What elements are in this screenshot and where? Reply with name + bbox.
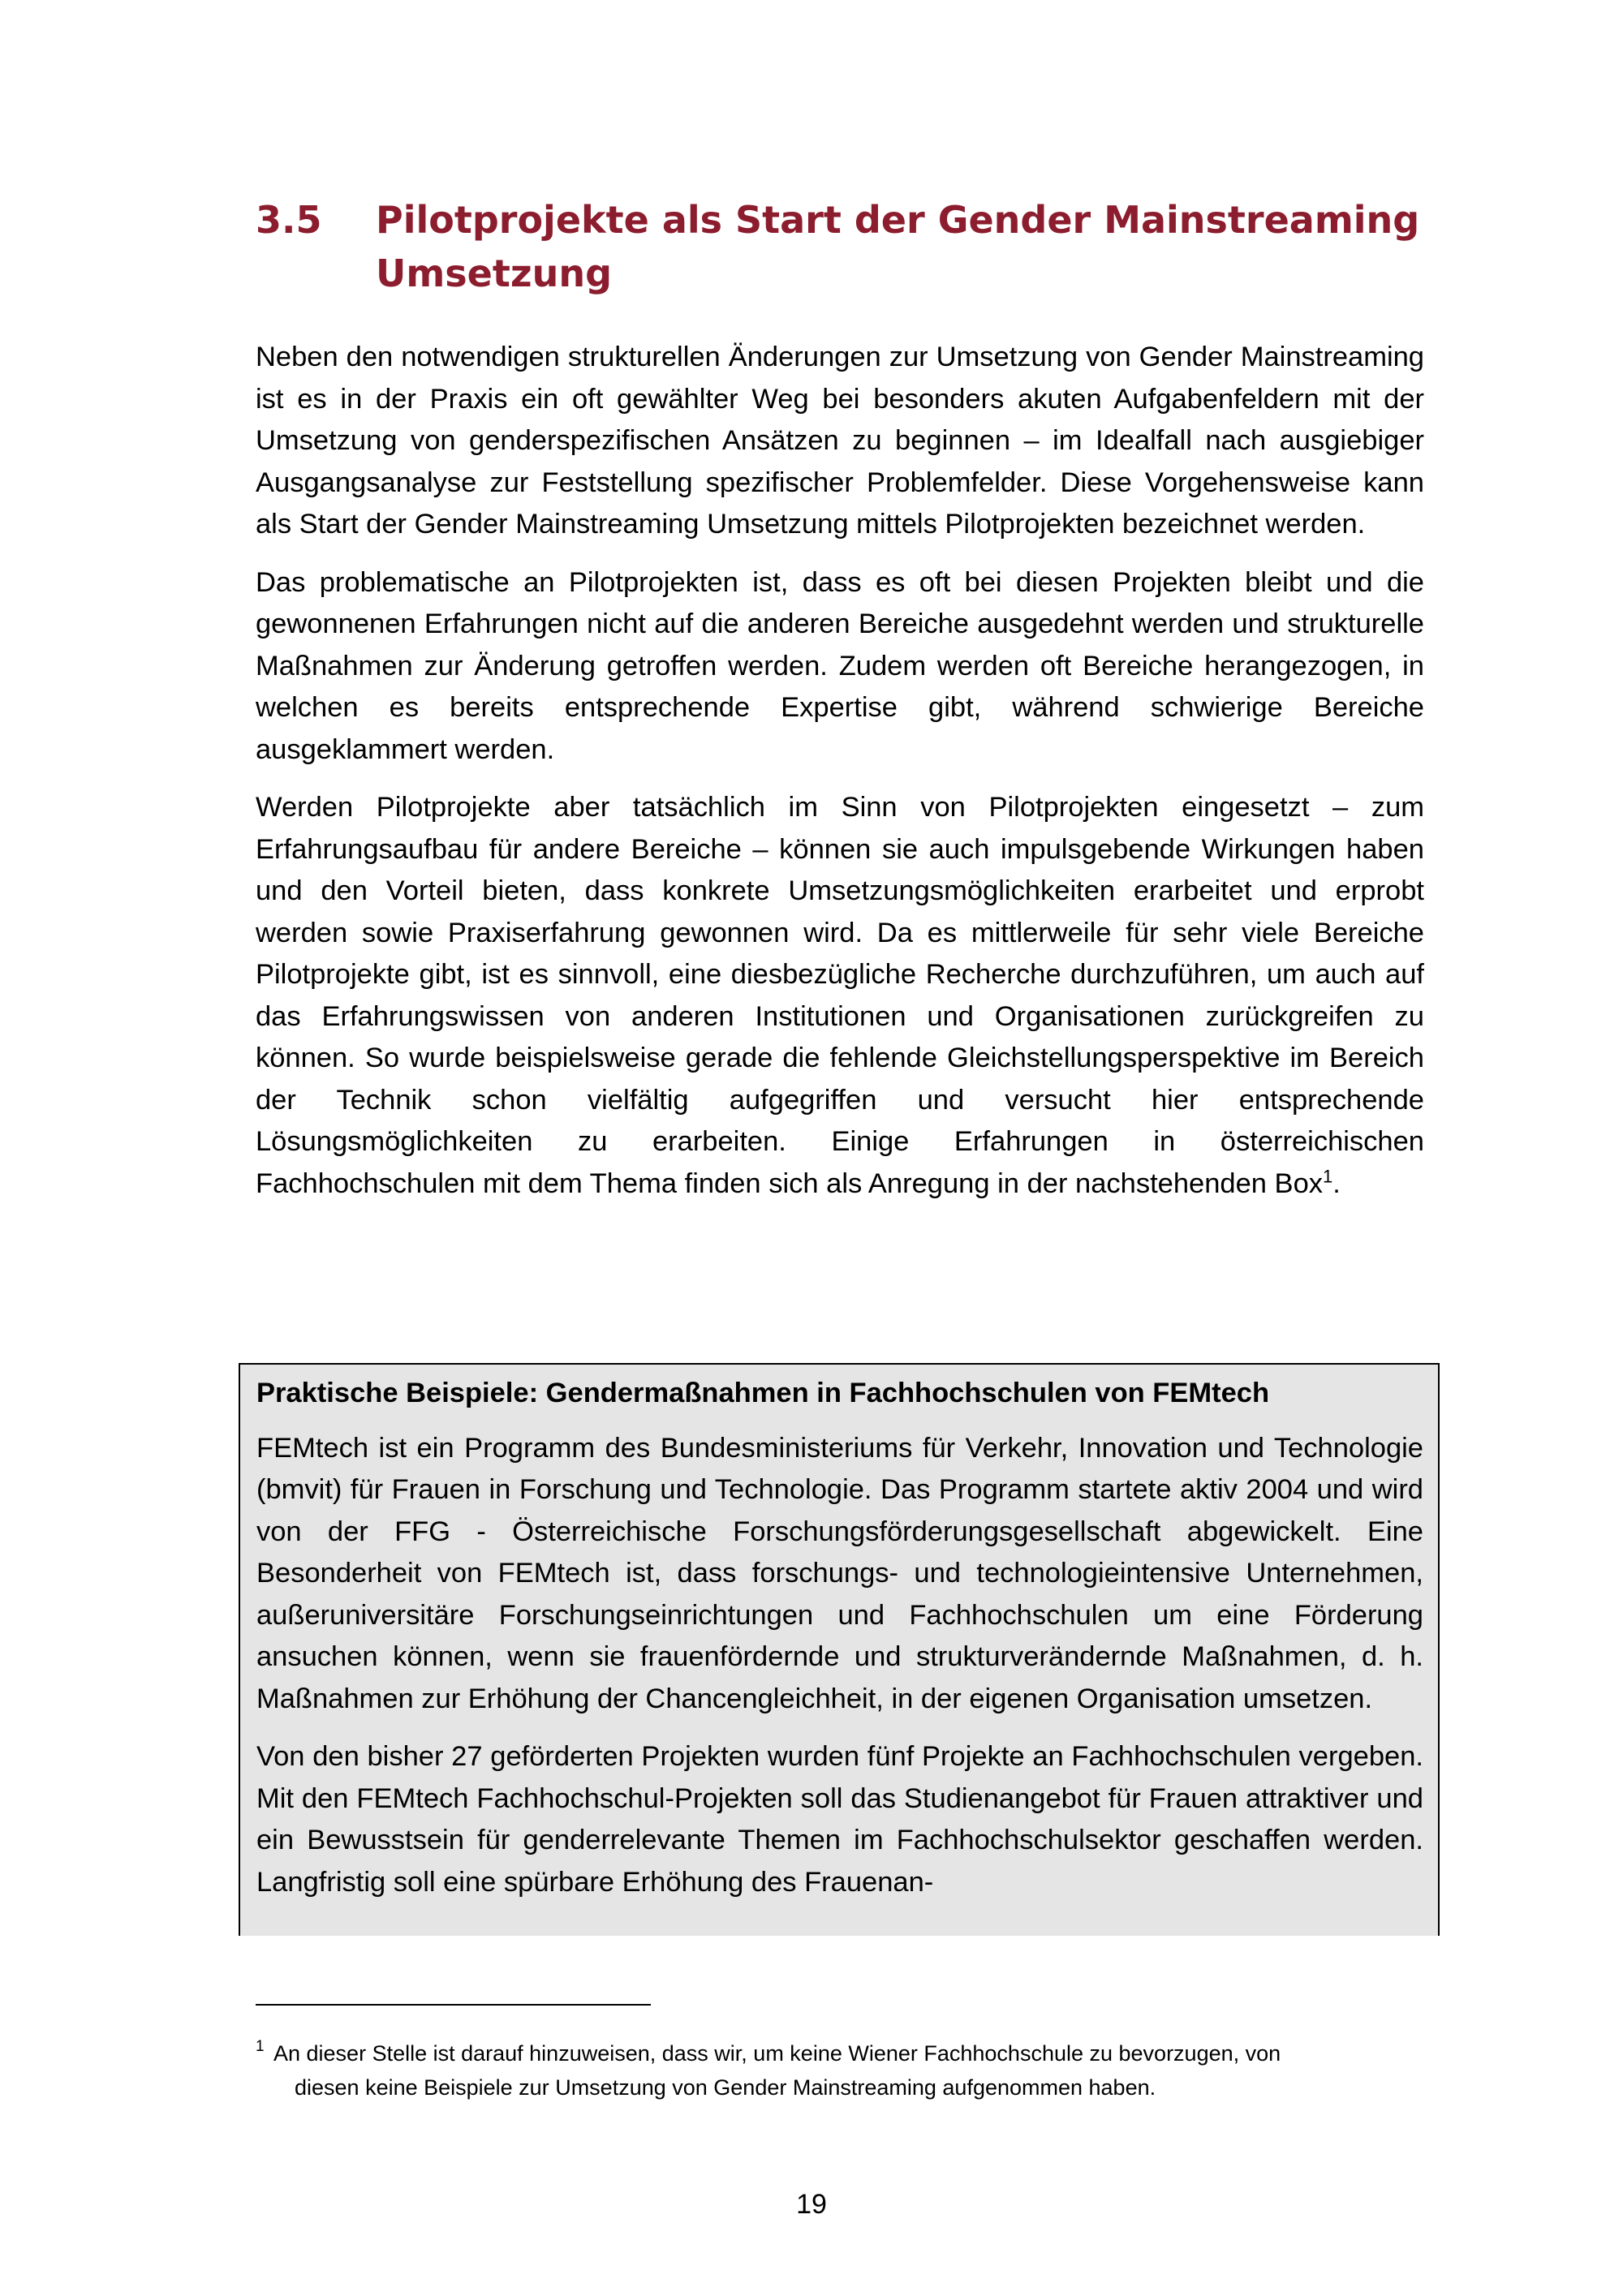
section-heading [256, 193, 1440, 300]
footnote [256, 2036, 1424, 2105]
paragraph: Neben den notwendigen strukturellen Änderungen zur Umsetzung von Gender Mainstreaming ist es in der Praxis ein oft gewählter Weg bei besonders akuten Aufgabenfeldern mit der Umsetzung von genderspezifischen Ansätzen zu beginnen – im Idealfall nach ausgiebiger Ausgangsanalyse zur Feststellung spezifischer Problemfelder. Diese Vorgehensweise kann als Start der Gender Mainstreaming Umsetzung mittels Pilotprojekten bezeichnet werden. [256, 342, 1424, 540]
footnote-mark: 1 [256, 2038, 265, 2055]
footnote-divider [256, 2004, 651, 2006]
page-number: 19 [796, 2189, 827, 2220]
section-number: 3.5 [256, 198, 322, 242]
paragraph-text: Werden Pilotprojekte aber tatsächlich im Sinn von Pilotprojekten eingesetzt – zum Erfahrungsaufbau für andere Bereiche – können sie auch impulsgebende Wirkungen haben und den Vorteil bieten, dass konkrete Umsetzungsmöglichkeiten erarbeitet und erprobt werden sowie Praxiserfahrung gewonnen wird. Da es mittlerweile für sehr viele Bereiche Pilotprojekte gibt, ist es sinnvoll, eine diesbezügliche Recherche durchzuführen, um auch auf das Erfahrungswissen von anderen Institutionen und Organisationen zurückgreifen zu können. So wurde beispielsweise gerade die fehlende Gleichstellungsperspektive im Bereich der Technik schon vielfältig aufgegriffen und versucht hier entsprechende Lösungsmöglichkeiten zu erarbeiten. Einige Erfahrungen in österreichischen Fachhochschulen mit dem Thema finden sich als Anregung in der nachstehenden Box [256, 792, 1424, 1199]
footnote-text [256, 2036, 1424, 2105]
example-box-paragraph: FEMtech ist ein Programm des Bundesministeriums für Verkehr, Innovation und Technologie (bmvit) für Frauen in Forschung und Technologie. Das Programm startete aktiv 2004 und wird von der FFG - Österreichische Forschungsförderungsgesellschaft abgewickelt. Eine Besonderheit von FEMtech ist, dass forschungs- und technologieintensive Unternehmen, außeruniversitäre Forschungseinrichtungen und Fachhochschulen um eine Förderung ansuchen können, wenn sie frauenfördernde und strukturverändernde Maßnahmen, d. h. Maßnahmen zur Erhöhung der Chancengleichheit, in der eigenen Organisation umsetzen. [256, 1432, 1423, 1714]
footnote-line: diesen keine Beispiele zur Umsetzung von Gender Mainstreaming aufgenommen haben. [295, 2075, 1156, 2100]
paragraph [256, 787, 1424, 1205]
footnote-reference[interactable]: 1 [1323, 1166, 1333, 1186]
footnote-line: An dieser Stelle ist darauf hinzuweisen, dass wir, um keine Wiener Fachhochschule zu bevorzugen, von [273, 2041, 1281, 2066]
example-box-title: Praktische Beispiele: Gendermaßnahmen in Fachhochschulen von FEMtech [256, 1378, 1270, 1408]
example-box-content [256, 1373, 1423, 1920]
paragraph-end: . [1332, 1167, 1341, 1199]
example-box [239, 1363, 1440, 1936]
paragraph: Das problematische an Pilotprojekten ist, dass es oft bei diesen Projekten bleibt und die gewonnenen Erfahrungen nicht auf die anderen Bereiche ausgedehnt werden und strukturelle Maßnahmen zur Änderung getroffen werden. Zudem werden oft Bereiche herangezogen, in welchen es bereits entsprechende Expertise gibt, während schwierige Bereiche ausgeklammert werden. [256, 566, 1424, 765]
body-text [256, 337, 1424, 1221]
section-title: Pilotprojekte als Start der Gender Mainstreaming Umsetzung [376, 198, 1420, 295]
example-box-paragraph: Von den bisher 27 geförderten Projekten wurden fünf Projekte an Fachhochschulen vergeben. Mit den FEMtech Fachhochschul-Projekten soll das Studienangebot für Frauen attraktiver und ein Bewusstsein für genderrelevante Themen im Fachhochschulsektor geschaffen werden. Langfristig soll eine spürbare Erhöhung des Frauenan- [256, 1741, 1423, 1898]
